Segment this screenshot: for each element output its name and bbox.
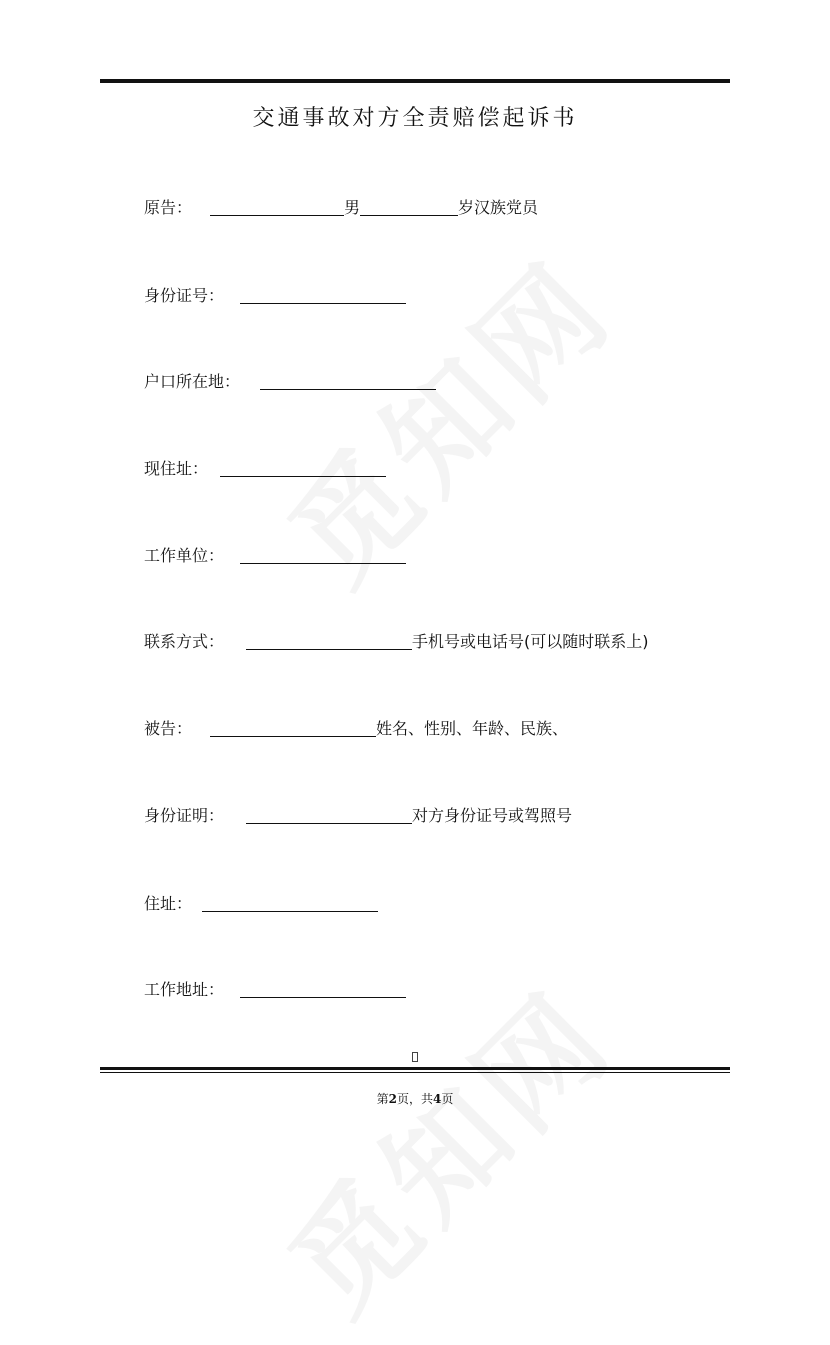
plaintiff-label: 原告： <box>144 198 193 217</box>
contact-blank[interactable] <box>246 649 412 650</box>
id-number-blank[interactable] <box>240 303 406 304</box>
section-break-glyph <box>412 1052 418 1062</box>
id-number-label: 身份证号： <box>144 286 225 305</box>
employer-blank[interactable] <box>240 563 406 564</box>
page-indicator <box>0 1090 830 1107</box>
id-proof-hint: 对方身份证号或驾照号 <box>412 806 573 825</box>
plaintiff-row <box>144 195 538 221</box>
page-suffix: 页 <box>441 1092 454 1106</box>
defendant-label: 被告： <box>144 719 193 738</box>
defendant-row <box>144 716 568 742</box>
residence-row <box>144 891 378 917</box>
page-middle: 页，共 <box>396 1092 433 1106</box>
defendant-hint: 姓名、性别、年龄、民族、 <box>376 719 569 738</box>
employer-label: 工作单位： <box>144 546 225 565</box>
residence-label: 住址： <box>144 894 193 913</box>
page-prefix: 第 <box>376 1092 389 1106</box>
document-title: 交通事故对方全责赔偿起诉书 <box>252 106 578 131</box>
address-blank[interactable] <box>220 476 386 477</box>
household-blank[interactable] <box>260 389 436 390</box>
defendant-blank[interactable] <box>210 736 376 737</box>
residence-blank[interactable] <box>202 911 378 912</box>
footer-rule-thick <box>100 1067 730 1070</box>
id-proof-label: 身份证明： <box>144 806 225 825</box>
work-address-row <box>144 977 406 1003</box>
contact-row <box>144 629 649 655</box>
address-row <box>144 456 386 482</box>
contact-hint: 手机号或电话号(可以随时联系上) <box>412 632 649 651</box>
watermark-bottom <box>246 947 643 1344</box>
id-proof-row <box>144 803 572 829</box>
id-number-row <box>144 283 406 309</box>
plaintiff-suffix: 岁汉族党员 <box>458 198 539 217</box>
contact-label: 联系方式： <box>144 632 225 651</box>
employer-row <box>144 543 406 569</box>
address-label: 现住址： <box>144 459 209 478</box>
work-address-blank[interactable] <box>240 997 406 998</box>
plaintiff-age-blank[interactable] <box>360 215 458 216</box>
plaintiff-gender: 男 <box>344 198 361 217</box>
total-pages: 4 <box>433 1092 442 1106</box>
work-address-label: 工作地址： <box>144 980 225 999</box>
footer-rule-thin <box>100 1072 730 1073</box>
current-page: 2 <box>388 1092 397 1106</box>
id-proof-blank[interactable] <box>246 823 412 824</box>
header-rule <box>100 79 730 83</box>
household-row <box>144 369 436 395</box>
household-label: 户口所在地： <box>144 372 241 391</box>
plaintiff-name-blank[interactable] <box>210 215 344 216</box>
